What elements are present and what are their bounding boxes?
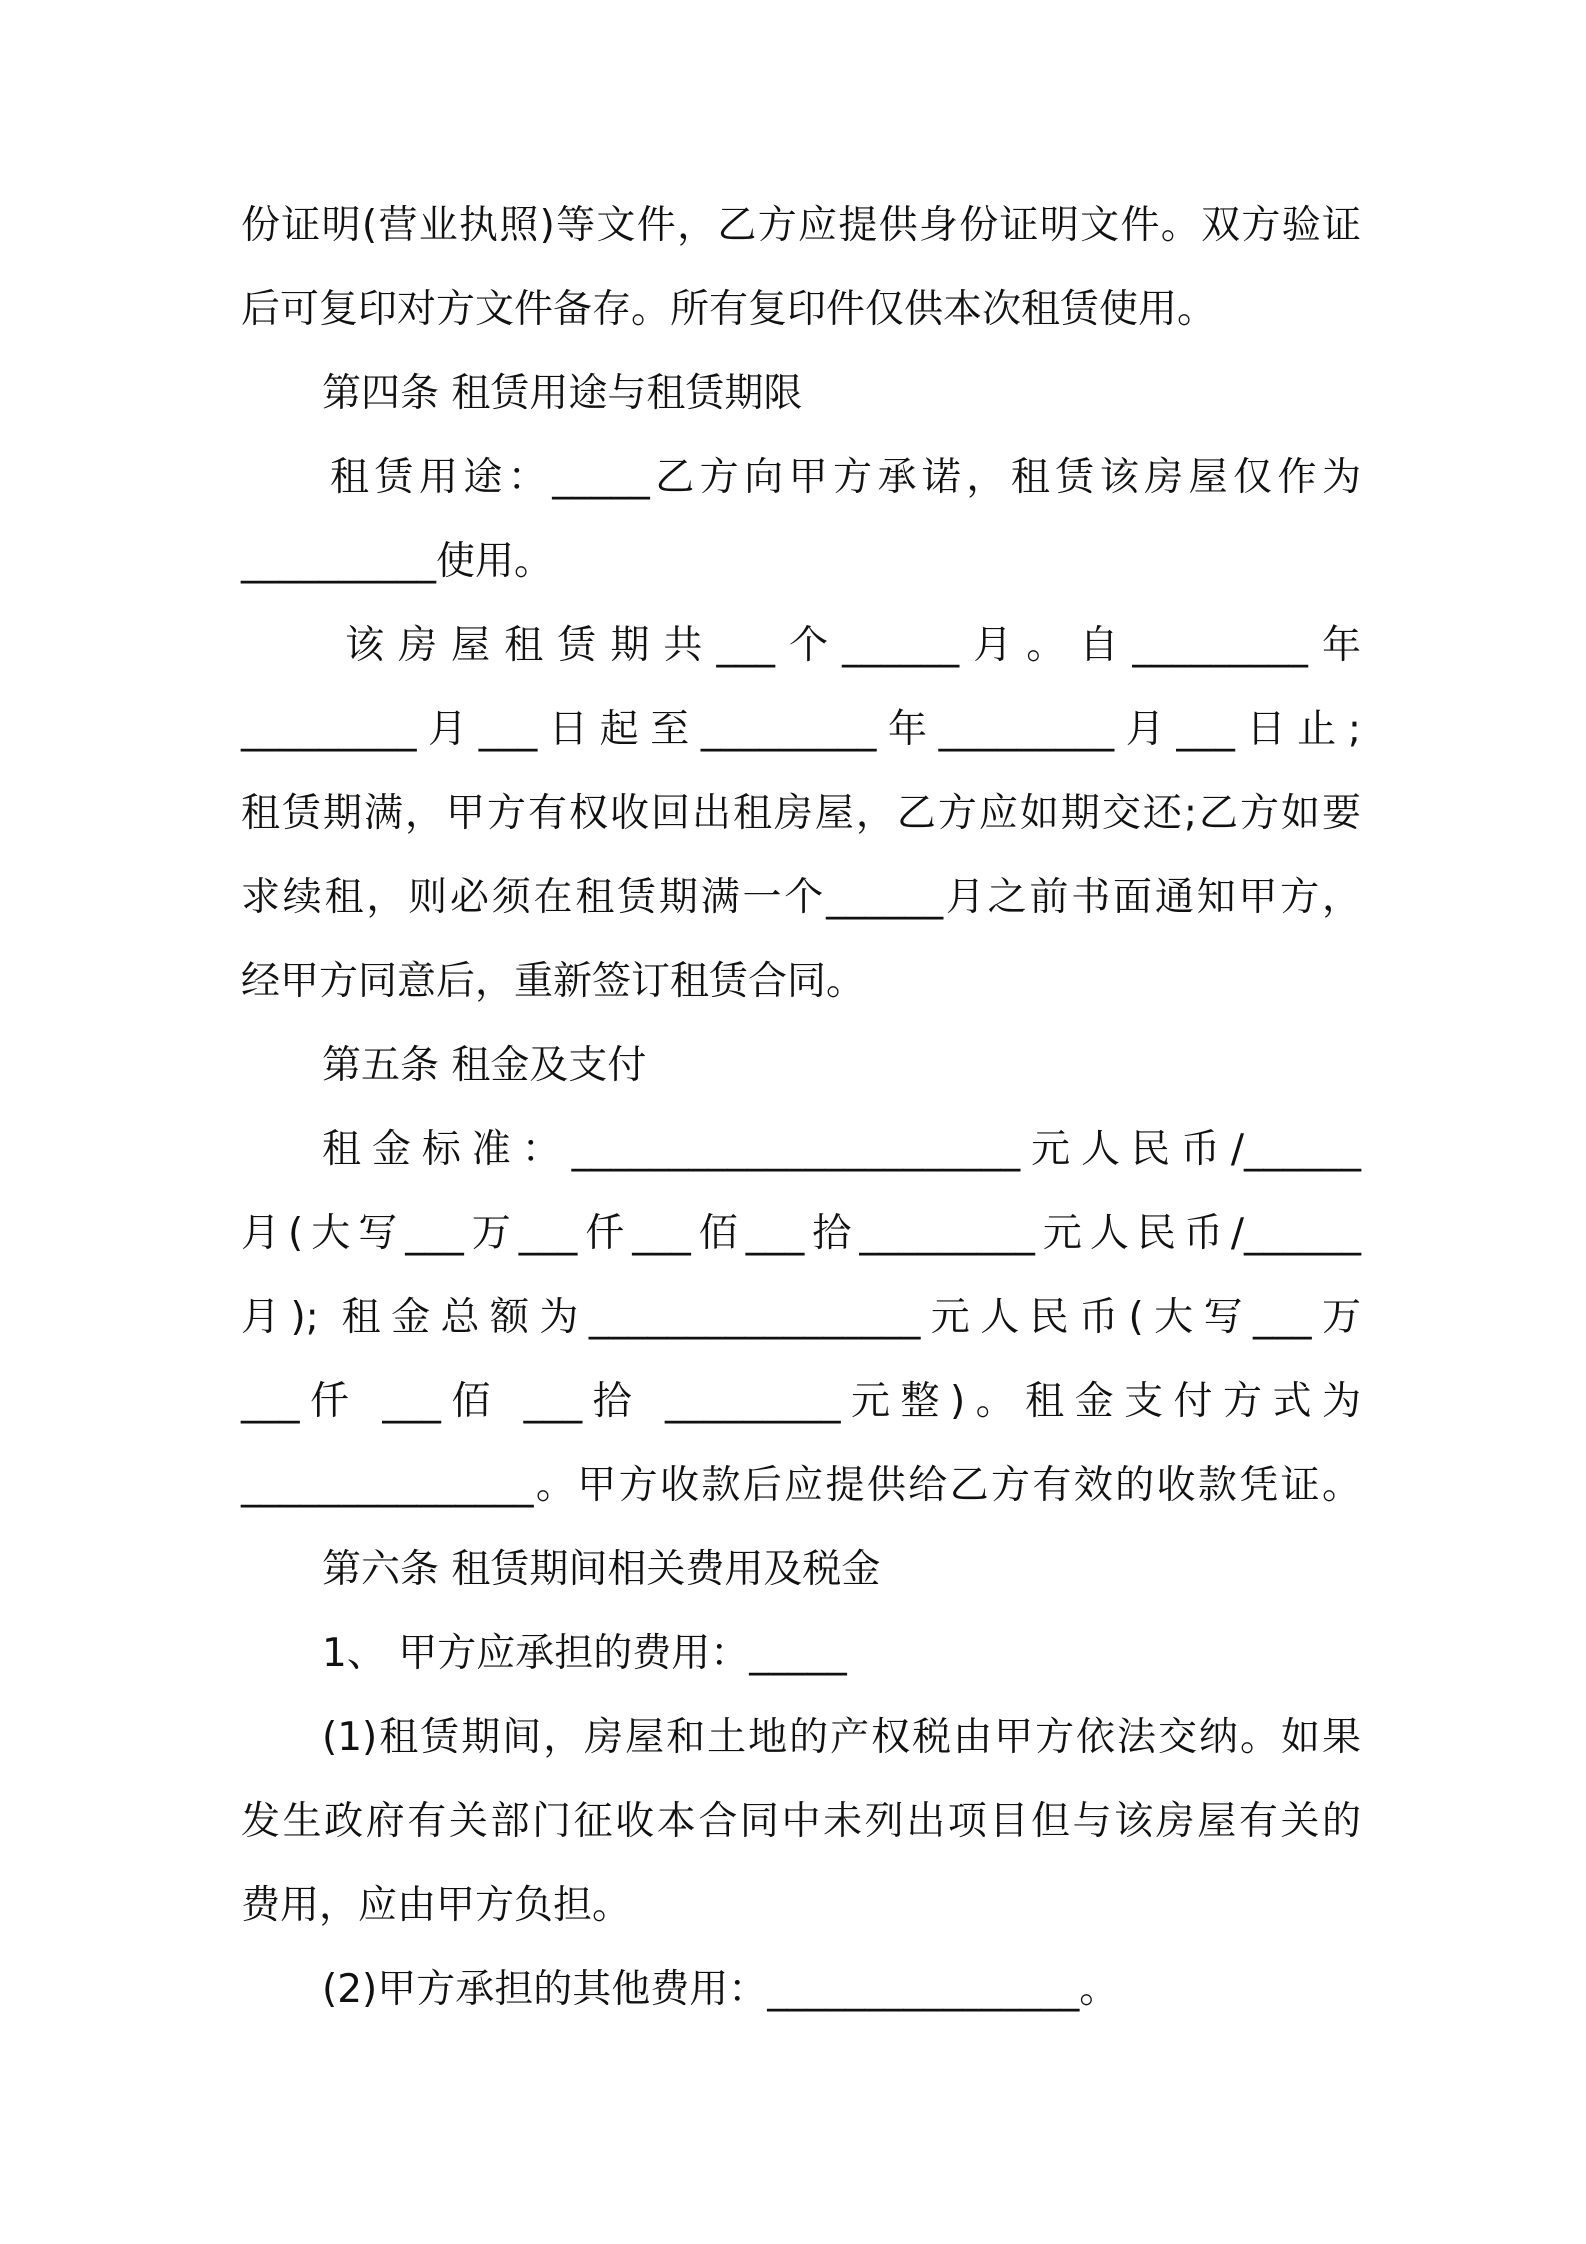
body-line: 该房屋租赁期共___个______月。自_________年 bbox=[345, 623, 1361, 668]
article-heading: 第四条 租赁用途与租赁期限 bbox=[322, 371, 803, 416]
body-line: 月(大写___万___仟___佰___拾_________元人民币/______ bbox=[241, 1211, 1361, 1256]
body-line: __________使用。 bbox=[241, 539, 554, 584]
clause-heading: 1、 甲方应承担的费用：_____ bbox=[322, 1631, 847, 1676]
body-line: _______________。甲方收款后应提供给乙方有效的收款凭证。 bbox=[241, 1463, 1361, 1508]
body-line: 租赁期满，甲方有权收回出租房屋，乙方应如期交还;乙方如要 bbox=[241, 791, 1361, 836]
body-line: 发生政府有关部门征收本合同中未列出项目但与该房屋有关的 bbox=[241, 1799, 1361, 1844]
body-line: 租金标准：_______________________元人民币/______ bbox=[322, 1127, 1361, 1172]
body-line: 求续租，则必须在租赁期满一个______月之前书面通知甲方， bbox=[241, 875, 1361, 920]
body-line: _________月___日起至_________年_________月___日止; bbox=[241, 707, 1361, 752]
body-line: 经甲方同意后，重新签订租赁合同。 bbox=[241, 959, 866, 1004]
body-line: (1)租赁期间，房屋和土地的产权税由甲方依法交纳。如果 bbox=[322, 1715, 1361, 1760]
body-line: ___仟 ___佰 ___拾 _________元整)。租金支付方式为 bbox=[241, 1379, 1361, 1424]
article-heading: 第五条 租金及支付 bbox=[322, 1043, 647, 1088]
body-line: (2)甲方承担的其他费用：________________。 bbox=[322, 1967, 1119, 2012]
body-line: 月); 租金总额为_________________元人民币(大写___万 bbox=[241, 1295, 1361, 1340]
body-line: 租赁用途：_____乙方向甲方承诺，租赁该房屋仅作为 bbox=[330, 455, 1361, 500]
article-heading: 第六条 租赁期间相关费用及税金 bbox=[322, 1547, 881, 1592]
body-line: 份证明(营业执照)等文件，乙方应提供身份证明文件。双方验证 bbox=[241, 203, 1361, 248]
body-line: 后可复印对方文件备存。所有复印件仅供本次租赁使用。 bbox=[241, 287, 1217, 332]
body-line: 费用，应由甲方负担。 bbox=[241, 1883, 632, 1928]
